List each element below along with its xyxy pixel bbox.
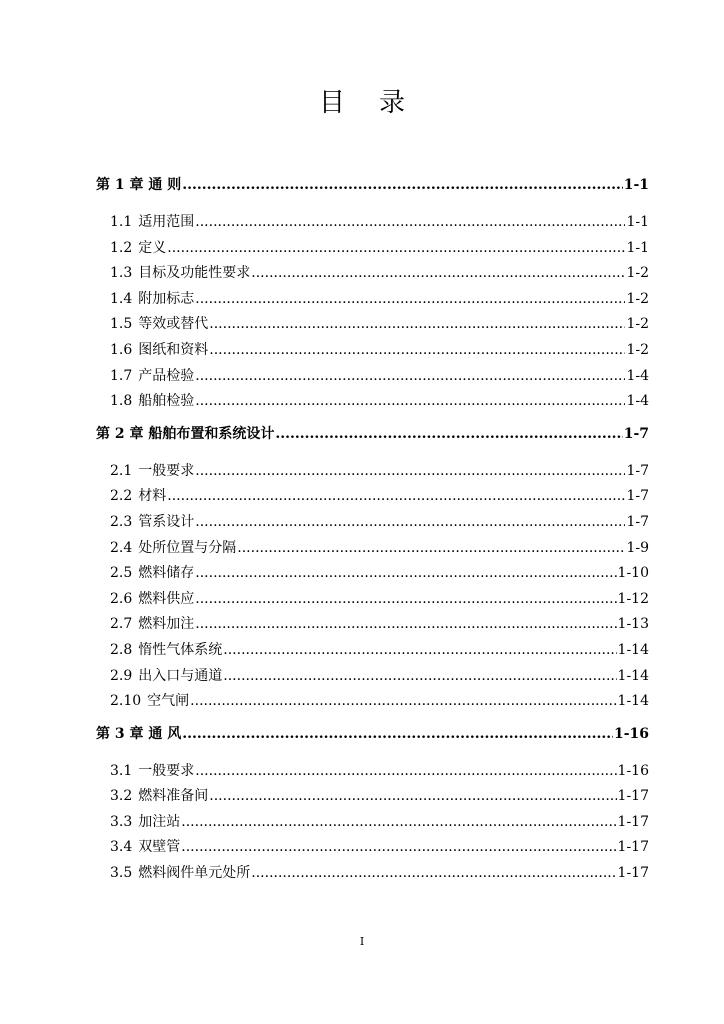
section-title: 等效或替代	[138, 316, 209, 333]
leader-dots	[195, 210, 625, 236]
section-title: 燃料供应	[138, 590, 195, 607]
toc-chapter-2[interactable]	[96, 421, 649, 447]
footer-page-number: I	[359, 935, 365, 948]
section-title: 图纸和资料	[138, 341, 209, 358]
section-page: 1-13	[617, 616, 649, 633]
leader-dots	[251, 261, 625, 287]
section-page: 1-1	[626, 214, 649, 230]
toc-section[interactable]	[96, 759, 649, 785]
section-title: 附加标志	[138, 290, 195, 307]
section-page: 1-14	[617, 693, 649, 710]
section-page: 1-7	[626, 513, 649, 530]
toc-section[interactable]	[96, 810, 649, 836]
section-title: 材料	[138, 488, 167, 505]
section-title: 船舶检验	[138, 393, 195, 410]
section-title: 适用范围	[138, 214, 195, 230]
section-number: 1.8	[110, 393, 133, 410]
section-number: 2.8	[110, 641, 133, 658]
section-page: 1-17	[617, 865, 649, 882]
section-page: 1-14	[617, 667, 649, 684]
toc-section[interactable]	[96, 338, 649, 364]
toc-section[interactable]	[96, 510, 649, 536]
toc-section[interactable]	[96, 484, 649, 510]
section-number: 1.5	[110, 316, 133, 333]
leader-dots	[195, 287, 625, 313]
section-page: 1-16	[617, 762, 649, 779]
section-number: 2.9	[110, 667, 133, 684]
section-number: 3.2	[110, 788, 133, 805]
chapter-page: 1-1	[623, 177, 649, 193]
leader-dots	[195, 759, 616, 785]
section-page: 1-2	[626, 341, 649, 358]
toc-section[interactable]	[96, 587, 649, 613]
chapter-page: 1-16	[613, 725, 649, 742]
section-number: 1.1	[110, 214, 133, 230]
section-title: 一般要求	[138, 762, 195, 779]
toc-section[interactable]	[96, 210, 649, 236]
section-page: 1-9	[626, 539, 649, 556]
page-title	[0, 82, 724, 119]
toc-chapter-3[interactable]	[96, 721, 649, 747]
leader-dots	[209, 338, 625, 364]
section-number: 1.2	[110, 239, 133, 256]
leader-dots	[209, 784, 616, 810]
section-number: 1.4	[110, 290, 133, 307]
section-title: 出入口与通道	[138, 667, 223, 684]
section-title: 空气闸	[147, 693, 190, 710]
toc-section[interactable]	[96, 612, 649, 638]
section-page: 1-17	[617, 813, 649, 830]
leader-dots	[190, 689, 616, 715]
section-page: 1-7	[626, 488, 649, 505]
leader-dots	[167, 484, 625, 510]
section-page: 1-12	[617, 590, 649, 607]
toc-section[interactable]	[96, 861, 649, 887]
leader-dots	[195, 561, 616, 587]
leader-dots	[223, 664, 616, 690]
leader-dots	[251, 861, 616, 887]
section-title: 定义	[138, 239, 167, 256]
section-title: 惰性气体系统	[138, 641, 223, 658]
leader-dots	[223, 638, 616, 664]
toc-section[interactable]	[96, 561, 649, 587]
leader-dots	[195, 459, 625, 485]
section-title: 双壁管	[138, 839, 181, 856]
section-page: 1-14	[617, 641, 649, 658]
chapter-2-sections	[96, 459, 649, 715]
leader-dots	[237, 536, 625, 562]
section-number: 2.3	[110, 513, 133, 530]
section-page: 1-17	[617, 788, 649, 805]
leader-dots	[195, 510, 625, 536]
toc-section[interactable]	[96, 689, 649, 715]
toc-section[interactable]	[96, 459, 649, 485]
chapter-label: 第 3 章 通 风	[96, 725, 182, 742]
section-page: 1-10	[617, 565, 649, 582]
title-char: 录	[379, 88, 406, 118]
leader-dots	[181, 810, 616, 836]
toc-section[interactable]	[96, 664, 649, 690]
section-number: 2.6	[110, 590, 133, 607]
section-title: 管系设计	[138, 513, 195, 530]
section-page: 1-2	[626, 290, 649, 307]
toc-section[interactable]	[96, 287, 649, 313]
section-title: 燃料储存	[138, 565, 195, 582]
section-number: 2.5	[110, 565, 133, 582]
section-title: 一般要求	[138, 462, 195, 479]
leader-dots	[167, 236, 625, 262]
section-number: 1.3	[110, 265, 133, 282]
section-page: 1-2	[626, 265, 649, 282]
section-number: 3.3	[110, 813, 133, 830]
leader-dots	[209, 312, 625, 338]
leader-dots	[195, 389, 625, 415]
section-number: 3.4	[110, 839, 133, 856]
section-page: 1-2	[626, 316, 649, 333]
section-page: 1-1	[626, 239, 649, 256]
toc-section[interactable]	[96, 638, 649, 664]
section-page: 1-4	[626, 367, 649, 384]
leader-dots	[182, 721, 613, 747]
toc-section[interactable]	[96, 536, 649, 562]
section-number: 2.4	[110, 539, 133, 556]
section-number: 2.7	[110, 616, 133, 633]
table-of-contents	[96, 172, 649, 893]
section-title: 燃料阀件单元处所	[138, 865, 251, 882]
chapter-1-sections	[96, 210, 649, 415]
leader-dots	[195, 364, 625, 390]
toc-section[interactable]	[96, 835, 649, 861]
leader-dots	[181, 835, 616, 861]
toc-chapter-1[interactable]	[96, 172, 649, 198]
chapter-3-sections	[96, 759, 649, 887]
toc-section[interactable]	[96, 364, 649, 390]
chapter-label: 第 1 章 通 则	[96, 177, 182, 193]
section-number: 2.10	[110, 693, 142, 710]
toc-section[interactable]	[96, 389, 649, 415]
section-title: 加注站	[138, 813, 181, 830]
section-number: 2.1	[110, 462, 133, 479]
section-page: 1-17	[617, 839, 649, 856]
section-number: 3.5	[110, 865, 133, 882]
leader-dots	[275, 421, 622, 447]
section-title: 产品检验	[138, 367, 195, 384]
chapter-label: 第 2 章 船舶布置和系统设计	[96, 425, 275, 442]
leader-dots	[182, 172, 622, 198]
section-number: 1.6	[110, 341, 133, 358]
leader-dots	[195, 612, 616, 638]
section-title: 目标及功能性要求	[138, 265, 251, 282]
section-title: 燃料加注	[138, 616, 195, 633]
toc-section[interactable]	[96, 261, 649, 287]
leader-dots	[195, 587, 616, 613]
section-page: 1-4	[626, 393, 649, 410]
toc-section[interactable]	[96, 236, 649, 262]
toc-section[interactable]	[96, 312, 649, 338]
section-title: 处所位置与分隔	[138, 539, 237, 556]
title-char: 目	[318, 88, 345, 118]
section-number: 2.2	[110, 488, 133, 505]
section-number: 1.7	[110, 367, 133, 384]
section-page: 1-7	[626, 462, 649, 479]
section-number: 3.1	[110, 762, 133, 779]
chapter-page: 1-7	[623, 425, 649, 442]
toc-section[interactable]	[96, 784, 649, 810]
section-title: 燃料准备间	[138, 788, 209, 805]
